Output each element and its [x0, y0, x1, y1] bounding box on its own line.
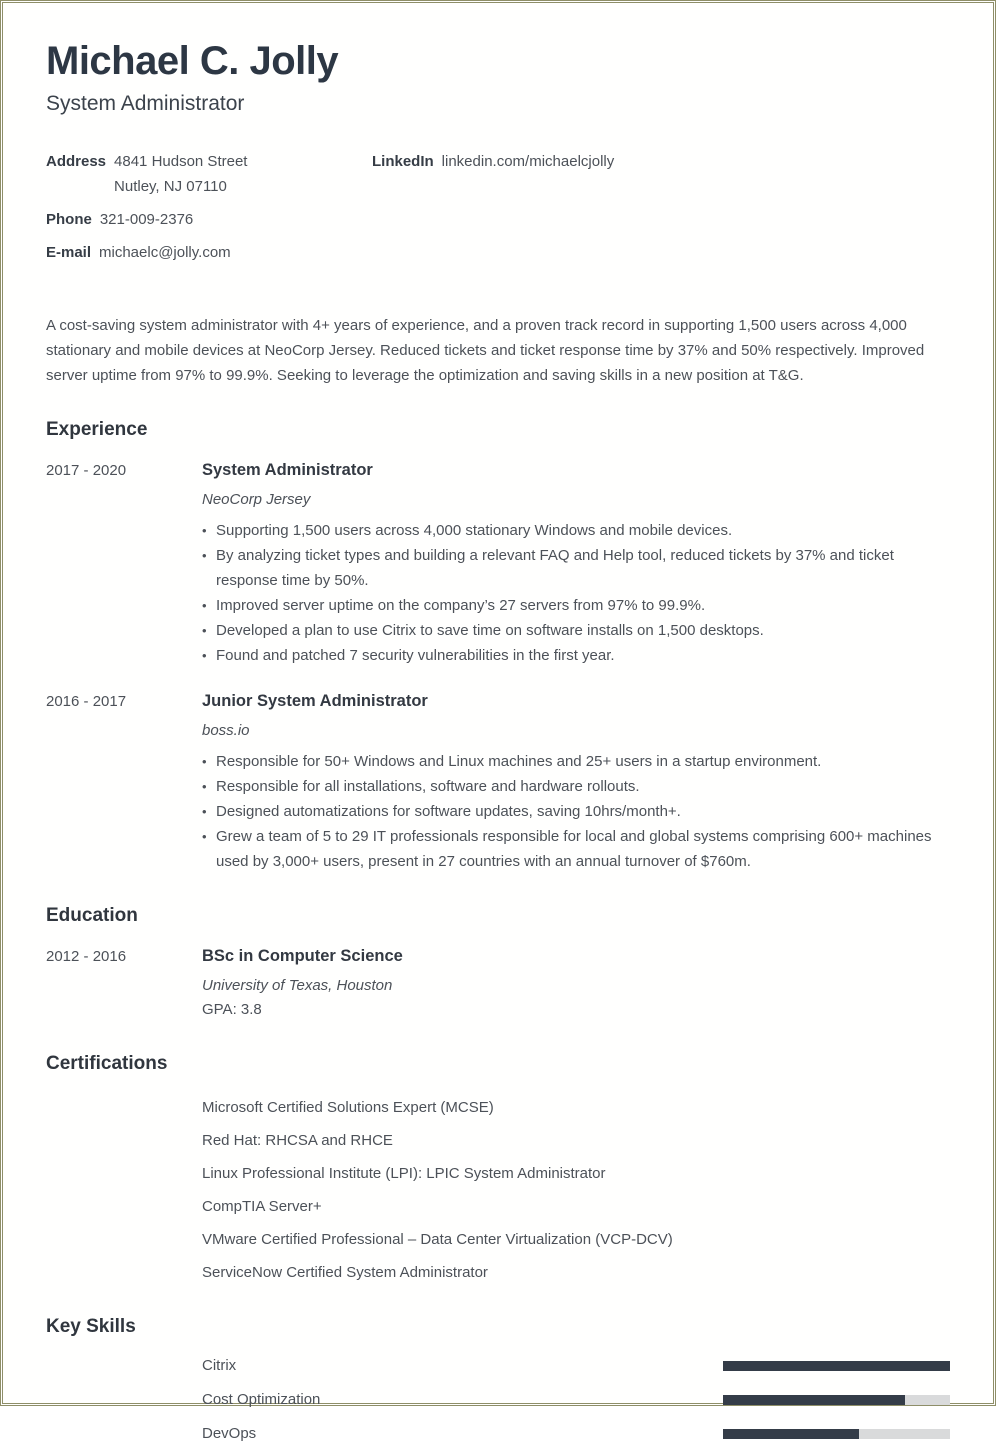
entry-body	[202, 692, 950, 874]
contact-row-email	[46, 240, 372, 265]
address-label: Address	[46, 153, 107, 170]
entry-bullet-list	[202, 518, 950, 668]
linkedin-value: linkedin.com/michaelcjolly	[441, 153, 615, 170]
certifications-section	[46, 1053, 950, 1285]
bullet-item: • Responsible for 50+ Windows and Linux machines and 25+ users in a startup environment.	[202, 749, 950, 774]
bullet-item: • Improved server uptime on the company’s 27 servers from 97% to 99.9%.	[202, 593, 950, 618]
address-line-1: 4841 Hudson Street	[114, 153, 248, 170]
contact-block	[46, 149, 950, 273]
person-job-title: System Administrator	[46, 92, 245, 115]
entry-gpa: GPA: 3.8	[202, 1001, 262, 1018]
experience-entry	[46, 461, 950, 668]
skill-label: DevOps	[202, 1425, 257, 1442]
skill-level-fill	[723, 1395, 905, 1405]
skill-level-fill	[723, 1429, 859, 1439]
bullet-item: • Found and patched 7 security vulnerabilities in the first year.	[202, 643, 950, 668]
bullet-item: • Responsible for all installations, software and hardware rollouts.	[202, 774, 950, 799]
key-skills-section	[46, 1316, 950, 1441]
skill-level-fill	[723, 1361, 950, 1371]
skill-level-bar	[723, 1429, 950, 1439]
entry-dates: 2012 - 2016	[46, 948, 127, 965]
entry-school: University of Texas, Houston	[202, 977, 393, 994]
address-value	[114, 149, 247, 199]
contact-column-left	[46, 149, 372, 273]
phone-value: 321-009-2376	[99, 211, 194, 228]
experience-section	[46, 419, 950, 874]
skill-level-bar	[723, 1361, 950, 1371]
address-line-2: Nutley, NJ 07110	[114, 178, 227, 195]
education-section	[46, 905, 950, 1022]
certification-item: Microsoft Certified Solutions Expert (MCSE)	[202, 1099, 494, 1116]
bullet-item: • Grew a team of 5 to 29 IT professionals responsible for local and global systems comprising 600+ machines used by 3,000+ users, present in 27 countries with an annual turnover of $760m.	[202, 824, 950, 874]
certification-item: Red Hat: RHCSA and RHCE	[202, 1132, 393, 1149]
experience-entry	[46, 692, 950, 874]
bullet-item: • Supporting 1,500 users across 4,000 stationary Windows and mobile devices.	[202, 518, 950, 543]
entry-body	[202, 461, 950, 668]
certification-item: CompTIA Server+	[202, 1198, 322, 1215]
skill-label: Citrix	[202, 1357, 237, 1374]
bullet-item: • Designed automatizations for software updates, saving 10hrs/month+.	[202, 799, 950, 824]
skill-label: Cost Optimization	[202, 1391, 321, 1408]
certification-item: VMware Certified Professional – Data Center Virtualization (VCP-DCV)	[202, 1231, 673, 1248]
entry-bullet-list	[202, 749, 950, 874]
email-label: E-mail	[46, 244, 92, 261]
skill-row	[202, 1426, 950, 1441]
contact-row-address	[46, 149, 372, 199]
linkedin-label: LinkedIn	[372, 153, 434, 170]
skills-list	[202, 1358, 950, 1441]
education-heading: Education	[46, 905, 138, 926]
entry-job-title: Junior System Administrator	[202, 692, 428, 710]
key-skills-heading: Key Skills	[46, 1316, 136, 1337]
skill-row	[202, 1392, 950, 1407]
certification-item: ServiceNow Certified System Administrator	[202, 1264, 488, 1281]
contact-row-phone	[46, 207, 372, 232]
skill-row	[202, 1358, 950, 1373]
entry-body	[202, 947, 950, 1022]
skill-level-bar	[723, 1395, 950, 1405]
entry-dates: 2016 - 2017	[46, 693, 127, 710]
certification-list	[202, 1095, 950, 1285]
email-value: michaelc@jolly.com	[99, 244, 231, 261]
entry-job-title: System Administrator	[202, 461, 373, 479]
education-entries	[46, 947, 950, 1022]
contact-column-right	[372, 149, 950, 273]
person-name: Michael C. Jolly	[46, 39, 339, 83]
education-entry	[46, 947, 950, 1022]
entry-company: NeoCorp Jersey	[202, 491, 311, 508]
resume-header	[46, 39, 950, 273]
professional-summary: A cost-saving system administrator with 4+ years of experience, and a proven track record in supporting 1,500 users across 4,000 stationary and mobile devices at NeoCorp Jersey. Reduced tickets and ticket response time by 37% and 50% respectively. Improved server uptime from 97% to 99.9%. Seeking to leverage the optimization and saving skills in a new position at T&G.	[46, 317, 925, 384]
phone-label: Phone	[46, 211, 92, 228]
bullet-item: • Developed a plan to use Citrix to save time on software installs on 1,500 desktops.	[202, 618, 950, 643]
entry-company: boss.io	[202, 722, 250, 739]
experience-entries	[46, 461, 950, 874]
certifications-heading: Certifications	[46, 1053, 168, 1074]
certification-item: Linux Professional Institute (LPI): LPIC System Administrator	[202, 1165, 606, 1182]
entry-dates: 2017 - 2020	[46, 462, 127, 479]
experience-heading: Experience	[46, 419, 148, 440]
entry-degree-title: BSc in Computer Science	[202, 947, 403, 965]
contact-row-linkedin	[372, 149, 950, 174]
bullet-item: • By analyzing ticket types and building a relevant FAQ and Help tool, reduced tickets by 37% and ticket response time by 50%.	[202, 543, 950, 593]
